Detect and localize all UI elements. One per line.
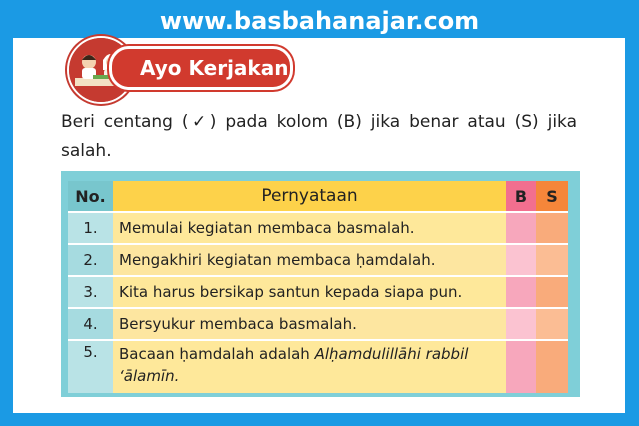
answer-cell-s[interactable] (536, 244, 568, 276)
checklist-table (68, 181, 568, 393)
instruction-text: Beri centang (✓) pada kolom (B) jika benar atau (S) jika salah. (61, 112, 577, 161)
site-url-watermark: www.basbahanajar.com (159, 7, 480, 35)
row-statement: Memulai kegiatan membaca basmalah. (113, 212, 506, 244)
answer-cell-b[interactable] (506, 340, 536, 393)
answer-cell-s[interactable] (536, 276, 568, 308)
row-statement: Bersyukur membaca basmalah. (113, 308, 506, 340)
header-b: B (506, 181, 536, 212)
table-row (68, 308, 568, 340)
row-statement-arabic-phrase: Alḥamdulillāhi rabbil ‘ālamīn. (119, 345, 469, 385)
table-row (68, 212, 568, 244)
answer-cell-b[interactable] (506, 276, 536, 308)
row-statement: Mengakhiri kegiatan membaca ḥamdalah. (113, 244, 506, 276)
answer-cell-b[interactable] (506, 244, 536, 276)
row-number: 1. (68, 212, 113, 244)
checklist-table-frame (61, 171, 580, 397)
table-row (68, 276, 568, 308)
worksheet-card (13, 38, 625, 413)
answer-cell-s[interactable] (536, 308, 568, 340)
header-no: No. (68, 181, 113, 212)
row-number: 3. (68, 276, 113, 308)
answer-cell-s[interactable] (536, 340, 568, 393)
activity-badge-label: Ayo Kerjakan (140, 56, 289, 80)
row-number: 5. (68, 340, 113, 393)
activity-badge (109, 46, 293, 90)
table-row (68, 340, 568, 393)
table-header-row (68, 181, 568, 212)
header-statement: Pernyataan (113, 181, 506, 212)
row-statement: Kita harus bersikap santun kepada siapa pun. (113, 276, 506, 308)
row-number: 2. (68, 244, 113, 276)
row-number: 4. (68, 308, 113, 340)
answer-cell-s[interactable] (536, 212, 568, 244)
answer-cell-b[interactable] (506, 212, 536, 244)
header-s: S (536, 181, 568, 212)
answer-cell-b[interactable] (506, 308, 536, 340)
row-statement (113, 340, 506, 393)
table-row (68, 244, 568, 276)
row-statement-text: Bacaan ḥamdalah adalah (119, 345, 315, 363)
